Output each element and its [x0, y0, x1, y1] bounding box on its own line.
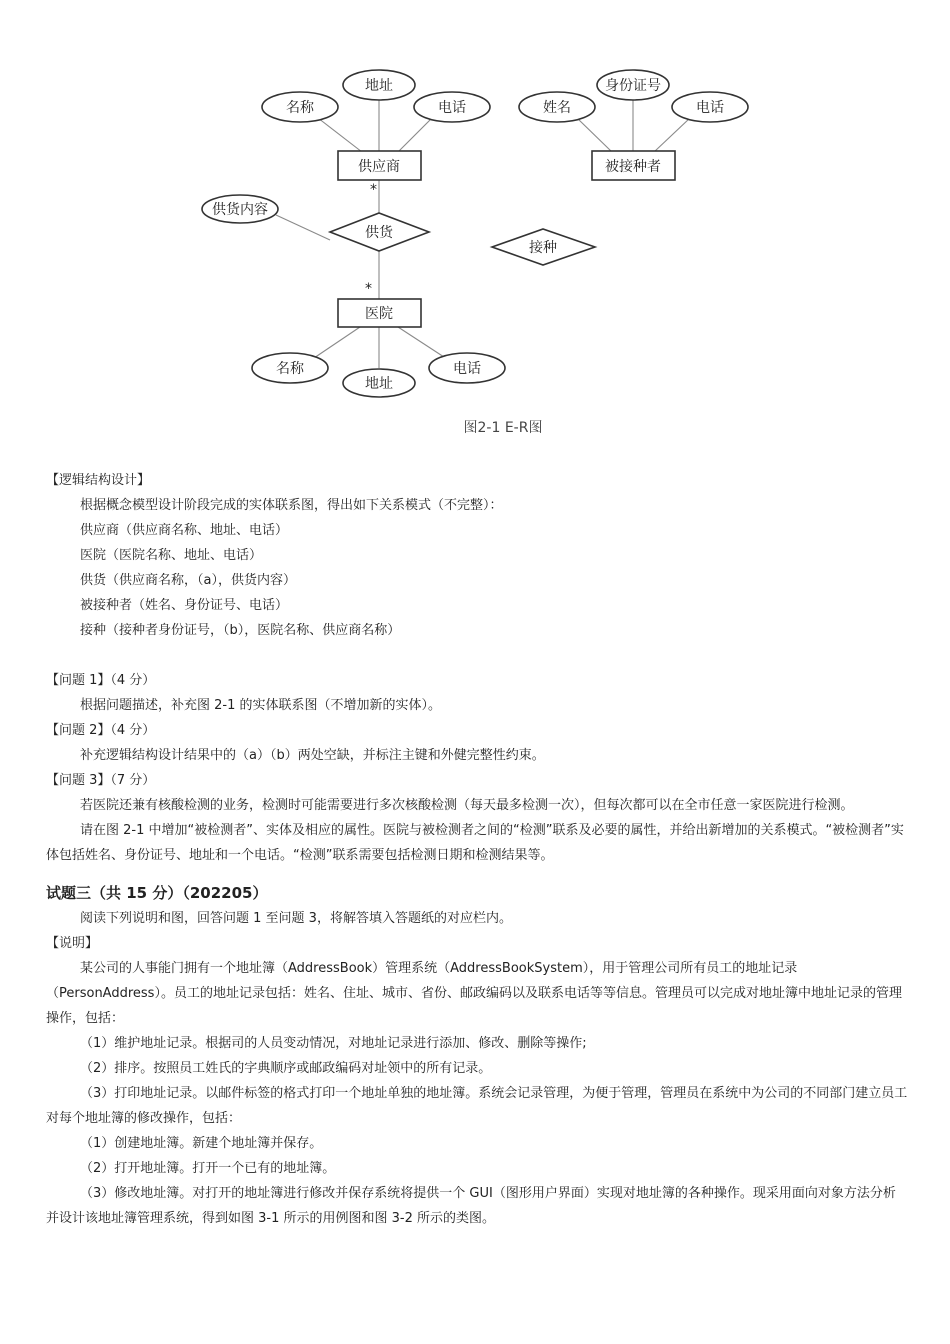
schema-supply: 供货（供应商名称，（a），供货内容）	[80, 573, 296, 588]
question-2-body: 补充逻辑结构设计结果中的（a）（b）两处空缺，并标注主键和外健完整性约束。	[80, 748, 545, 763]
section3-title: 试题三（共 15 分）（202205）	[46, 884, 268, 902]
attr-hospital-phone	[429, 353, 505, 383]
line-hospital-phone	[398, 327, 444, 357]
attr-hospital-name	[252, 353, 328, 383]
cardinality-supplier: *	[370, 182, 377, 198]
question-3-body-1: 若医院还兼有核酸检测的业务，检测时可能需要进行多次核酸检测（每天最多检测一次），但每次都可以在全市任意一家医院进行检测。	[80, 798, 854, 813]
line-recipient-name	[577, 118, 612, 152]
svg-text:地址: 地址	[365, 376, 393, 392]
schema-recipient: 被接种者（姓名、身份证号、电话）	[80, 598, 289, 613]
question-3-body-2: 请在图 2-1 中增加“被检测者”、实体及相应的属性。医院与被检测者之间的“检测”联系及必要的属性，并给出新增加的关系模式。“被检测者”实体包括姓名、身份证号、地址和一个电话。“检测”联系需要包括检测日期和检测结果等。	[46, 823, 904, 863]
section3-op-create: （1）创建地址簿。新建个地址簿并保存。	[80, 1136, 323, 1151]
attr-supplier-name	[262, 92, 338, 122]
svg-text:电话: 电话	[438, 100, 466, 116]
svg-text:医院: 医院	[365, 306, 393, 322]
relationship-supply	[330, 213, 429, 251]
svg-text:供货内容: 供货内容	[212, 202, 268, 218]
relationship-vaccinate	[492, 229, 595, 265]
section3-op-open: （2）打开地址簿。打开一个已有的地址簿。	[80, 1161, 336, 1176]
svg-text:供货: 供货	[365, 225, 393, 241]
section3-intro: 阅读下列说明和图，回答问题 1 至问题 3，将解答填入答题纸的对应栏内。	[80, 911, 512, 926]
question-2-head: 【问题 2】（4 分）	[46, 723, 156, 738]
attr-supplier-address	[343, 70, 415, 100]
section3-op-modify: （3）修改地址簿。对打开的地址簿进行修改并保存系统将提供一个 GUI（图形用户界面）实现对地址簿的各种操作。现采用面向对象方法分析并设计该地址簿管理系统，得到如图 3-1 所示的用例图和图 3-2 所示的类图。	[46, 1186, 896, 1226]
schema-vaccinate: 接种（接种者身份证号，（b），医院名称、供应商名称）	[80, 623, 401, 638]
line-recipient-phone	[654, 118, 690, 152]
logic-heading: 【逻辑结构设计】	[46, 473, 151, 488]
entity-supplier	[338, 151, 421, 180]
spacer	[46, 643, 908, 668]
svg-text:身份证号: 身份证号	[605, 78, 661, 94]
svg-text:名称: 名称	[276, 361, 304, 377]
entity-hospital	[338, 299, 421, 327]
section3-op-print: （3）打印地址记录。以邮件标签的格式打印一个地址单独的地址簿。系统会记录管理，为便于管理，管理员在系统中为公司的不同部门建立员工对每个地址簿的修改操作，包括：	[46, 1086, 908, 1126]
logic-intro: 根据概念模型设计阶段完成的实体联系图，得出如下关系模式（不完整）：	[80, 498, 503, 513]
section3-op-maintain: （1）维护地址记录。根据司的人员变动情况，对地址记录进行添加、修改、删除等操作;	[80, 1036, 587, 1051]
attr-recipient-name	[519, 92, 595, 122]
svg-text:电话: 电话	[696, 100, 724, 116]
section3-op-sort: （2）排序。按照员工姓氏的字典顺序或邮政编码对址领中的所有记录。	[80, 1061, 492, 1076]
line-supply-content	[276, 215, 330, 240]
line-supplier-name	[318, 118, 362, 152]
attr-recipient-id	[597, 70, 669, 100]
question-3-head: 【问题 3】（7 分）	[46, 773, 156, 788]
er-diagram	[0, 0, 950, 450]
attr-recipient-phone	[672, 92, 748, 122]
schema-hospital: 医院（医院名称、地址、电话）	[80, 548, 263, 563]
line-supplier-phone	[398, 118, 432, 152]
line-hospital-name	[314, 327, 360, 358]
question-1-body: 根据问题描述，补充图 2-1 的实体联系图（不增加新的实体）。	[80, 698, 441, 713]
svg-text:被接种者: 被接种者	[605, 159, 661, 175]
svg-text:接种: 接种	[529, 240, 557, 256]
question-1-head: 【问题 1】（4 分）	[46, 673, 156, 688]
svg-text:名称: 名称	[286, 100, 314, 116]
svg-text:姓名: 姓名	[543, 100, 571, 116]
attr-supply-content	[202, 195, 278, 223]
attr-supplier-phone	[414, 92, 490, 122]
figure-caption: 图2-1 E-R图	[463, 420, 543, 436]
attr-hospital-address	[343, 369, 415, 397]
svg-text:地址: 地址	[365, 78, 393, 94]
section3-desc-head: 【说明】	[46, 936, 99, 951]
svg-text:供应商: 供应商	[358, 159, 400, 175]
spacer	[46, 868, 908, 880]
svg-text:电话: 电话	[453, 361, 481, 377]
cardinality-hospital: *	[365, 281, 372, 297]
section3-para1: 某公司的人事能门拥有一个地址簿（AddressBook）管理系统（AddressBookSystem），用于管理公司所有员工的地址记录（PersonAddress）。员工的地址记录包括：姓名、住址、城市、省份、邮政编码以及联系电话等等信息。管理员可以完成对地址簿中地址记录的管理操作，包括：	[46, 961, 902, 1026]
entity-recipient	[592, 151, 675, 180]
document-body	[46, 468, 908, 1231]
schema-supplier: 供应商（供应商名称、地址、电话）	[80, 523, 289, 538]
